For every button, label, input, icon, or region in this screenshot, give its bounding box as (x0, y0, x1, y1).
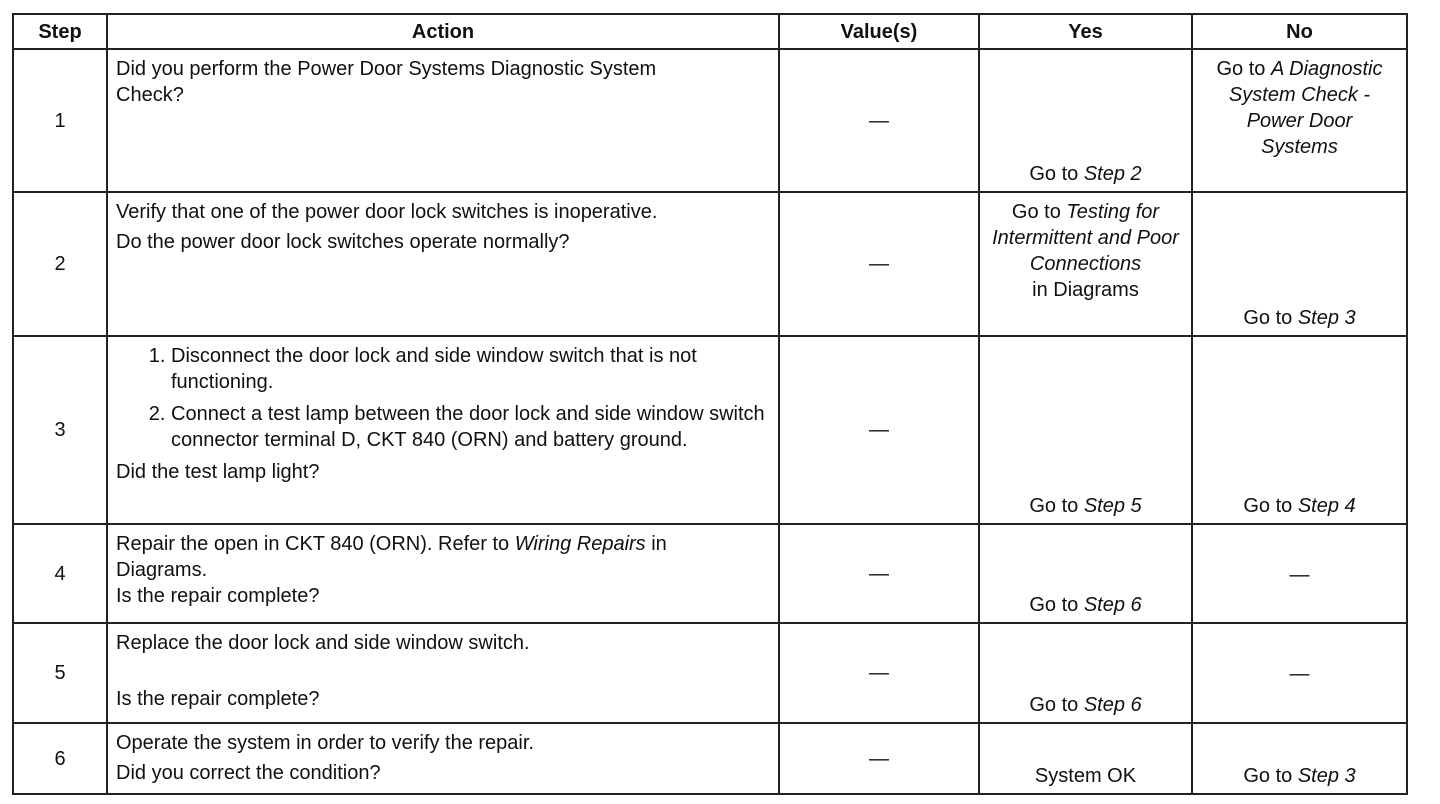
action-cell (107, 524, 779, 623)
header-no: No (1192, 14, 1407, 49)
no-cell (1192, 192, 1407, 336)
value-dash: — (869, 662, 889, 684)
yes-text (1029, 161, 1141, 187)
yes-text (1029, 692, 1141, 718)
diagnostic-table (12, 13, 1408, 795)
yes-link[interactable]: Step 6 (1083, 594, 1142, 616)
action-question: Is the repair complete? (116, 688, 320, 710)
value-dash: — (869, 109, 889, 132)
list-item: 2. Connect a test lamp between the door lock and side window switch connector terminal D, CKT 840 (ORN) and battery ground. (171, 401, 770, 453)
action-question: Is the repair complete? (116, 585, 320, 607)
action-cell (107, 192, 779, 336)
yes-cell (979, 524, 1192, 623)
yes-link[interactable]: Testing for Intermittent and Poor Connections (992, 201, 1179, 275)
action-question: Did you correct the condition? (116, 762, 381, 784)
table-row (13, 524, 1407, 623)
yes-prefix: Go to (1029, 594, 1084, 616)
no-cell (1192, 336, 1407, 524)
no-prefix: Go to (1243, 765, 1298, 787)
no-dash: — (1289, 663, 1310, 685)
action-text (116, 531, 706, 583)
value-cell (779, 524, 979, 623)
no-link[interactable]: Step 4 (1297, 495, 1356, 517)
action-cell (107, 49, 779, 192)
no-text (1243, 493, 1355, 519)
action-question: Do the power door lock switches operate normally? (116, 231, 570, 253)
yes-suffix: in Diagrams (1032, 279, 1139, 301)
header-yes: Yes (979, 14, 1192, 49)
yes-cell (979, 623, 1192, 723)
step-number: 2 (13, 192, 107, 336)
yes-cell (979, 49, 1192, 192)
action-question: Did the test lamp light? (116, 461, 320, 483)
no-dash: — (1289, 563, 1310, 586)
yes-link[interactable]: Step 5 (1083, 495, 1142, 517)
value-cell (779, 336, 979, 524)
action-cell (107, 623, 779, 723)
value-cell (779, 723, 979, 794)
yes-text (1029, 592, 1141, 618)
header-action: Action (107, 14, 779, 49)
no-text (1243, 305, 1355, 331)
yes-link[interactable]: Step 6 (1083, 694, 1142, 716)
no-prefix: Go to (1216, 58, 1271, 80)
yes-text (1029, 493, 1141, 519)
no-cell (1192, 723, 1407, 794)
action-link[interactable]: Wiring Repairs (514, 533, 646, 555)
value-dash: — (869, 419, 889, 441)
yes-link[interactable]: Step 2 (1083, 163, 1142, 185)
no-cell (1192, 49, 1407, 192)
step-number: 3 (13, 336, 107, 524)
action-text: Replace the door lock and side window switch. (116, 632, 530, 654)
action-cell (107, 336, 779, 524)
value-cell (779, 49, 979, 192)
step-number: 1 (13, 49, 107, 192)
no-text (1207, 56, 1392, 160)
yes-cell (979, 192, 1192, 336)
header-row (13, 14, 1407, 49)
step-number: 6 (13, 723, 107, 794)
table-row (13, 49, 1407, 192)
value-dash: — (869, 747, 889, 770)
table-row (13, 623, 1407, 723)
yes-text: System OK (1034, 765, 1137, 787)
value-dash: — (869, 253, 889, 275)
yes-prefix: Go to (1029, 163, 1084, 185)
yes-prefix: Go to (1029, 495, 1084, 517)
action-prefix: Repair the open in CKT 840 (ORN). Refer to (116, 533, 515, 555)
value-cell (779, 192, 979, 336)
no-prefix: Go to (1243, 307, 1298, 329)
yes-cell (979, 723, 1192, 794)
value-dash: — (869, 562, 889, 585)
list-item: 1. Disconnect the door lock and side window switch that is not functioning. (171, 343, 770, 395)
header-values: Value(s) (779, 14, 979, 49)
value-cell (779, 623, 979, 723)
diagnostic-table-wrapper (12, 13, 1408, 795)
yes-text (982, 199, 1189, 277)
table-row (13, 723, 1407, 794)
action-text: Did you perform the Power Door Systems Diagnostic System Check? (116, 58, 657, 106)
action-text: Operate the system in order to verify the repair. (116, 732, 534, 754)
table-row (13, 192, 1407, 336)
step-number: 5 (13, 623, 107, 723)
action-cell (107, 723, 779, 794)
step-number: 4 (13, 524, 107, 623)
no-link[interactable]: Step 3 (1297, 765, 1356, 787)
no-text (1243, 763, 1355, 789)
action-steps-list (116, 343, 770, 453)
yes-prefix: Go to (1029, 694, 1084, 716)
no-prefix: Go to (1243, 495, 1298, 517)
no-cell (1192, 623, 1407, 723)
table-row (13, 336, 1407, 524)
no-link[interactable]: A Diagnostic System Check - Power Door Systems (1228, 58, 1383, 158)
header-step: Step (13, 14, 107, 49)
no-cell (1192, 524, 1407, 623)
action-text: Verify that one of the power door lock switches is inoperative. (116, 201, 658, 223)
action-suffix: in Diagrams. (116, 533, 667, 581)
no-link[interactable]: Step 3 (1297, 307, 1356, 329)
yes-prefix: Go to (1011, 201, 1067, 223)
yes-cell (979, 336, 1192, 524)
